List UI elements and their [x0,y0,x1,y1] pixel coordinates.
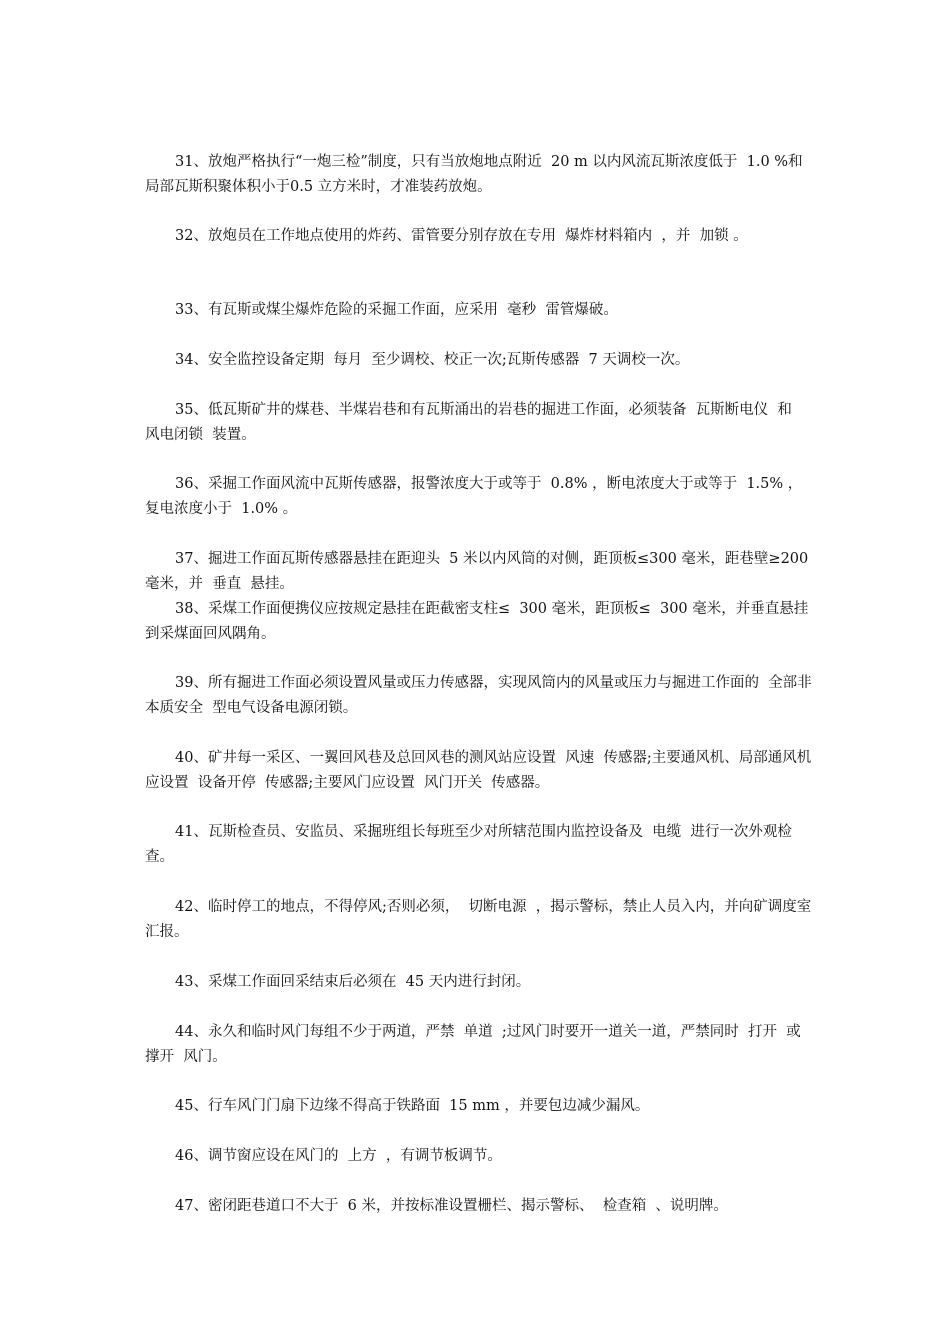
item-39: 39、所有掘进工作面必须设置风量或压力传感器，实现风筒内的风量或压力与掘进工作面的 全部非本质安全 型电气设备电源闭锁。 [145,675,812,716]
item-32: 32、放炮员在工作地点使用的炸药、雷管要分别存放在专用 爆炸材料箱内 ，并 加锁 。 [175,228,748,244]
item-45: 45、行车风门门扇下边缘不得高于铁路面 15 mm ，并要包边减少漏风。 [175,1098,650,1114]
item-35: 35、低瓦斯矿井的煤巷、半煤岩巷和有瓦斯涌出的岩巷的掘进工作面，必须装备 瓦斯断电仪 和 风电闭锁 装置。 [145,402,802,443]
item-37: 37、掘进工作面瓦斯传感器悬挂在距迎头 5 米以内风筒的对侧，距顶板≤300 毫米，距巷壁≥200 毫米，并 垂直 悬挂。 [145,551,813,592]
item-46: 46、调节窗应设在风门的 上方 ，有调节板调节。 [175,1148,502,1164]
item-42: 42、临时停工的地点，不得停风;否则必须， 切断电源 ，揭示警标，禁止人员入内，并向矿调度室汇报。 [145,899,812,940]
item-38: 38、采煤工作面便携仪应按规定悬挂在距截密支柱≤ 300 毫米，距顶板≤ 300 毫米，并垂直悬挂到采煤面回风隅角。 [145,601,809,642]
item-40: 40、矿井每一采区、一翼回风巷及总回风巷的测风站应设置 风速 传感器;主要通风机、局部通风机应设置 设备开停 传感器;主要风门应设置 风门开关 传感器。 [145,750,812,791]
item-34: 34、安全监控设备定期 每月 至少调校、校正一次;瓦斯传感器 7 天调校一次。 [175,352,690,368]
item-33: 33、有瓦斯或煤尘爆炸危险的采掘工作面，应采用 毫秒 雷管爆破。 [175,302,618,318]
item-43: 43、采煤工作面回采结束后必须在 45 天内进行封闭。 [175,974,531,990]
item-36: 36、采掘工作面风流中瓦斯传感器，报警浓度大于或等于 0.8% ，断电浓度大于或等于 1.5% ，复电浓度小于 1.0% 。 [145,476,803,517]
item-44: 44、永久和临时风门每组不少于两道，严禁 单道 ;过风门时要开一道关一道，严禁同时 打开 或 撑开 风门。 [145,1024,810,1065]
item-47: 47、密闭距巷道口不大于 6 米，并按标准设置栅栏、揭示警标、 检查箱 、说明牌。 [175,1198,728,1214]
item-41: 41、瓦斯检查员、安监员、采掘班组长每班至少对所辖范围内监控设备及 电缆 进行一次外观检查。 [145,824,792,865]
item-31: 31、放炮严格执行“一炮三检”制度，只有当放炮地点附近 20 m 以内风流瓦斯浓度低于 1.0 %和局部瓦斯积聚体积小于0.5 立方米时，才准装药放炮。 [145,154,803,195]
